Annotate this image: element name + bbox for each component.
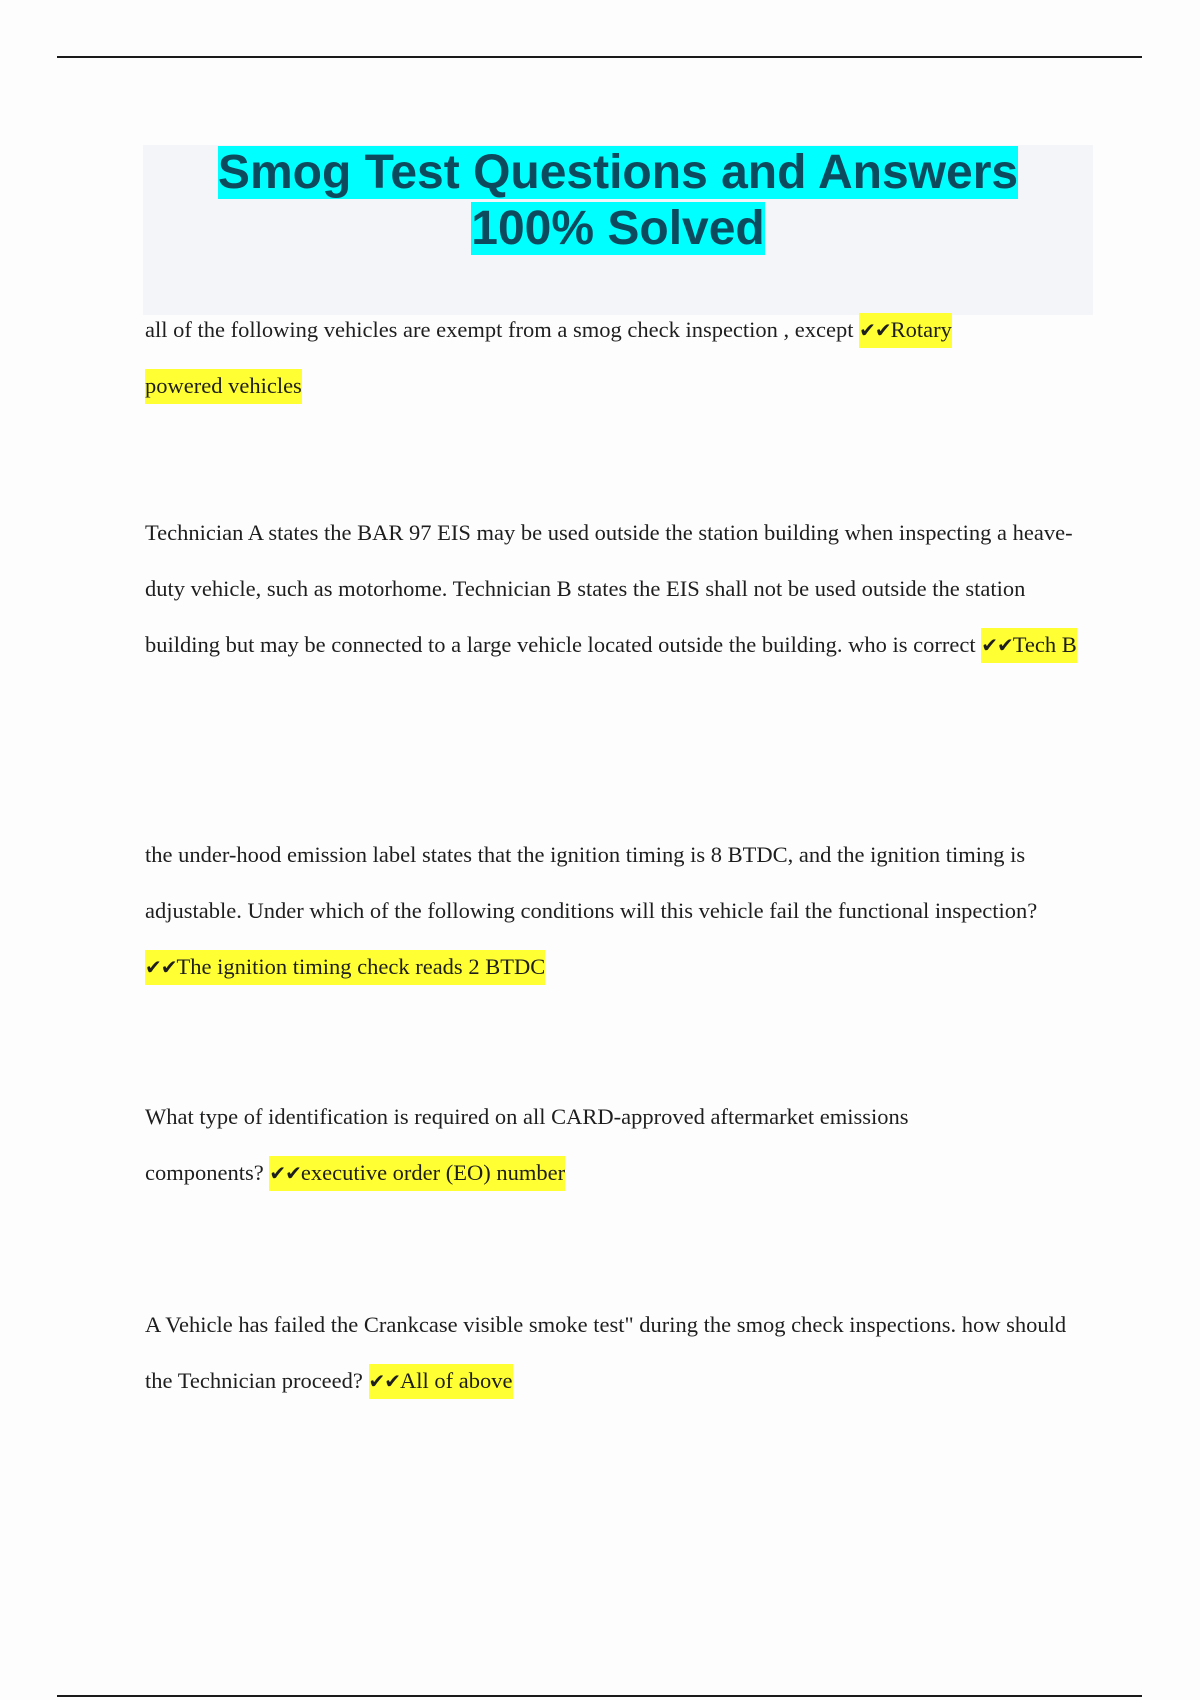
qa-item-4 [145,1089,1005,1201]
footer-rule [57,1695,1142,1697]
question-text: the under-hood emission label states that the ignition timing is 8 BTDC, and the ignition timing is adjustable. Under which of the following conditions will this vehicle fail the functional inspection? [145,842,1038,923]
document-title [143,145,1093,257]
qa-item-3 [145,827,1085,995]
answer-text: executive order (EO) number [300,1160,566,1185]
question-text: Technician A states the BAR 97 EIS may be used outside the station building when inspecting a heave-duty vehicle, such as motorhome. Technician B states the EIS shall not be used outside the station building but may be connected to a large vehicle located outside the building. who is correct [145,520,1073,657]
qa-item-5 [145,1297,1085,1409]
double-check-icon: ✔✔ [269,1161,301,1185]
qa-item-1 [145,302,1025,414]
title-line-2: 100% Solved [471,202,765,255]
title-line-1: Smog Test Questions and Answers [217,146,1019,199]
double-check-icon: ✔✔ [368,1369,401,1393]
answer-highlight [145,950,545,985]
answer-text: Tech B [1012,632,1077,657]
answer-text: Rotary powered vehicles [145,317,952,398]
answer-highlight [369,1364,513,1399]
header-rule [57,56,1142,58]
answer-text: The ignition timing check reads 2 BTDC [176,954,546,979]
double-check-icon: ✔✔ [981,633,1013,657]
answer-highlight [269,1156,565,1191]
question-text: A Vehicle has failed the Crankcase visible smoke test" during the smog check inspections. how should the Technician proceed? [145,1312,1067,1393]
double-check-icon: ✔✔ [859,318,891,342]
question-text: all of the following vehicles are exempt from a smog check inspection , except [145,317,860,342]
question-text: What type of identification is required on all CARD-approved aftermarket emissions components? [145,1104,909,1185]
qa-item-2 [145,505,1095,673]
answer-text: All of above [400,1368,513,1393]
answer-highlight [981,628,1077,663]
double-check-icon: ✔✔ [145,955,177,979]
